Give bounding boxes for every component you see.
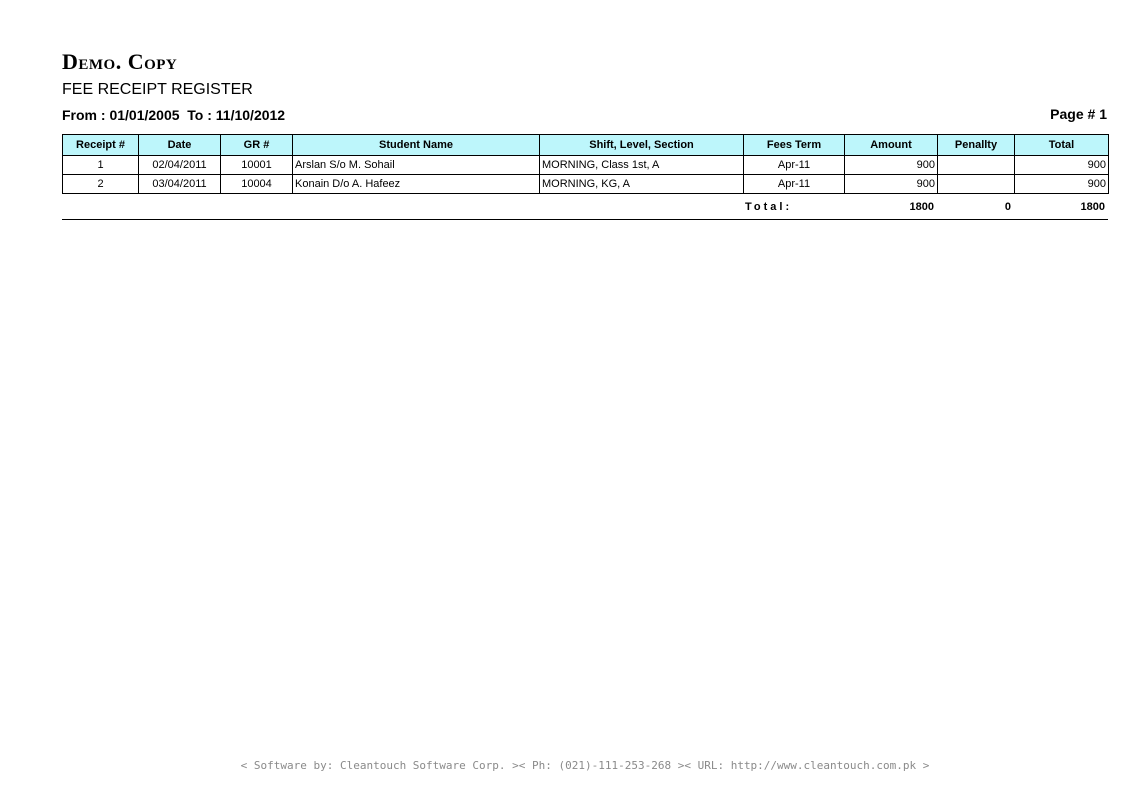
penalty-cell bbox=[938, 175, 1015, 194]
student-cell: Konain D/o A. Hafeez bbox=[293, 175, 540, 194]
term-cell: Apr-11 bbox=[744, 156, 845, 175]
demo-copy-watermark: Demo. Copy bbox=[62, 49, 178, 74]
col-student-header: Student Name bbox=[293, 135, 540, 156]
amount-cell: 900 bbox=[845, 175, 938, 194]
totals-total: 1800 bbox=[1080, 201, 1105, 213]
col-amount-header: Amount bbox=[845, 135, 938, 156]
total-cell: 900 bbox=[1015, 156, 1109, 175]
shift-cell: MORNING, KG, A bbox=[540, 175, 744, 194]
term-cell: Apr-11 bbox=[744, 175, 845, 194]
receipt-cell: 2 bbox=[63, 175, 139, 194]
col-receipt-header: Receipt # bbox=[63, 135, 139, 156]
col-gr-header: GR # bbox=[221, 135, 293, 156]
receipt-table bbox=[62, 134, 1109, 194]
report-title: FEE RECEIPT REGISTER bbox=[62, 81, 253, 98]
penalty-cell bbox=[938, 156, 1015, 175]
software-footer: < Software by: Cleantouch Software Corp. >< Ph: (021)-111-253-268 >< URL: http://www.cleantouch.com.pk > bbox=[240, 759, 930, 772]
table-row bbox=[63, 156, 1109, 175]
page-number: Page # 1 bbox=[1050, 106, 1107, 122]
total-cell: 900 bbox=[1015, 175, 1109, 194]
amount-cell: 900 bbox=[845, 156, 938, 175]
col-penalty-header: Penallty bbox=[938, 135, 1015, 156]
col-date-header: Date bbox=[139, 135, 221, 156]
col-term-header: Fees Term bbox=[744, 135, 845, 156]
table-row bbox=[63, 175, 1109, 194]
col-shift-header: Shift, Level, Section bbox=[540, 135, 744, 156]
col-total-header: Total bbox=[1015, 135, 1109, 156]
receipt-cell: 1 bbox=[63, 156, 139, 175]
header-row bbox=[63, 135, 1109, 156]
gr-cell: 10001 bbox=[221, 156, 293, 175]
student-cell: Arslan S/o M. Sohail bbox=[293, 156, 540, 175]
totals-amount: 1800 bbox=[909, 201, 934, 213]
totals-row bbox=[62, 197, 1108, 220]
shift-cell: MORNING, Class 1st, A bbox=[540, 156, 744, 175]
date-range: From : 01/01/2005 To : 11/10/2012 bbox=[62, 107, 286, 123]
gr-cell: 10004 bbox=[221, 175, 293, 194]
date-cell: 02/04/2011 bbox=[139, 156, 221, 175]
totals-penalty: 0 bbox=[1004, 201, 1011, 213]
date-cell: 03/04/2011 bbox=[139, 175, 221, 194]
totals-label: Total: bbox=[745, 201, 793, 213]
